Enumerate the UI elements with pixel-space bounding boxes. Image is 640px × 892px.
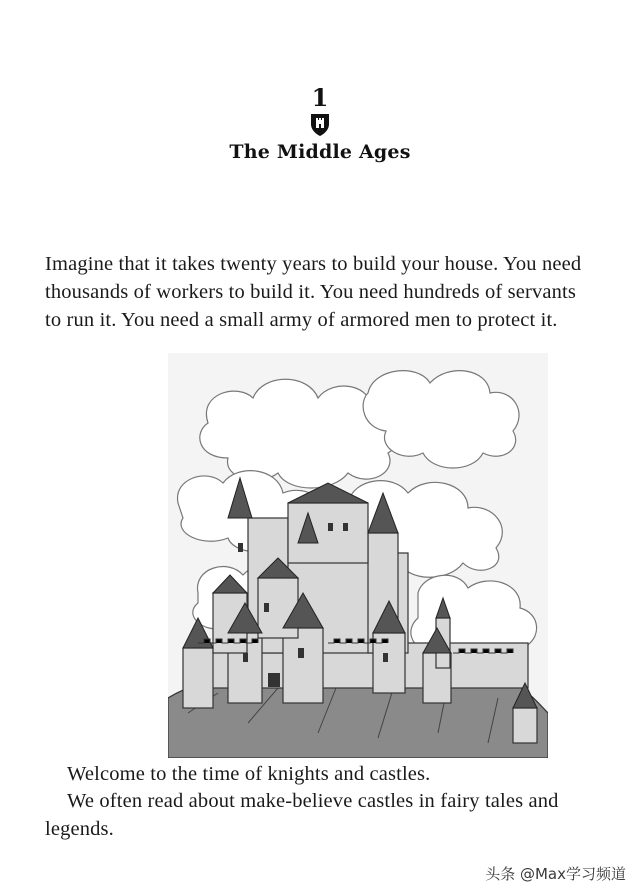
welcome-paragraph: Welcome to the time of knights and castles. xyxy=(67,763,431,785)
chapter-number: 1 xyxy=(311,83,329,112)
chapter-title: The Middle Ages xyxy=(229,141,411,163)
legends-paragraph: We often read about make-believe castles in fairy tales and legends. xyxy=(45,790,559,840)
intro-paragraph: Imagine that it takes twenty years to build your house. You need thousands of workers to build it. You need hundreds of servants to run it. You need a small army of armored men to protect it. xyxy=(45,253,582,331)
shield-icon xyxy=(310,113,330,137)
castle-illustration xyxy=(168,353,548,758)
chapter-header xyxy=(0,83,640,163)
watermark: 头条 @Max学习频道 xyxy=(485,865,626,883)
